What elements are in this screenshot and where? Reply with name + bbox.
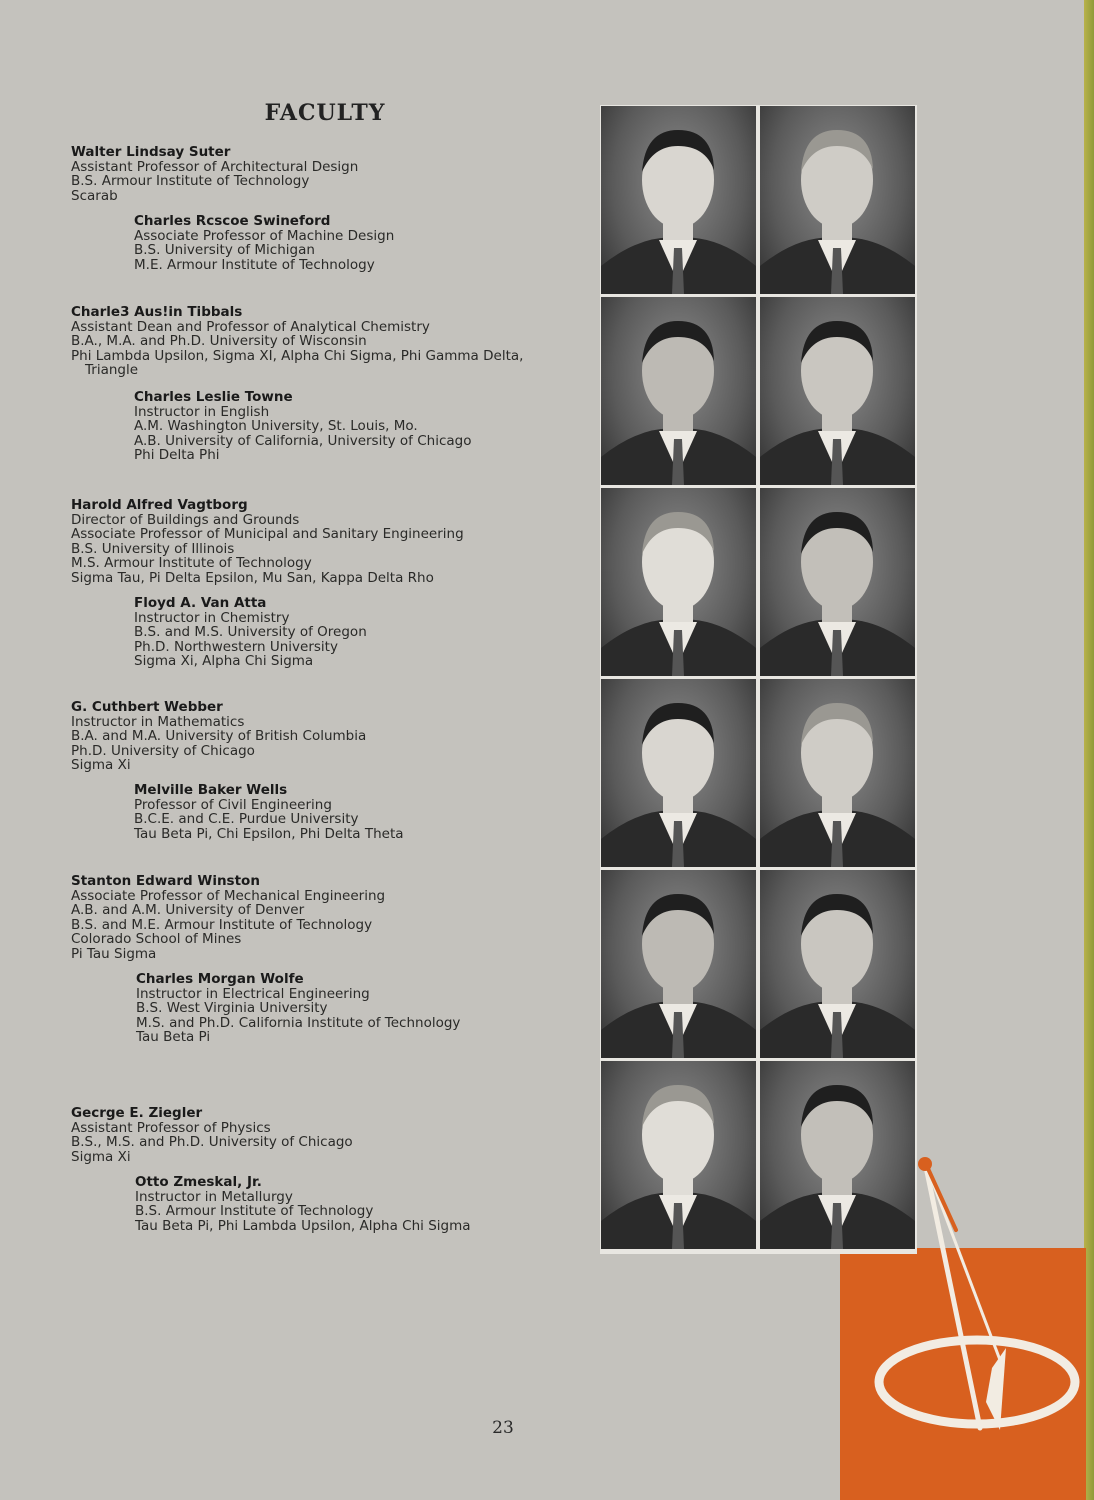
faculty-name: Gecrge E. Ziegler: [71, 1105, 203, 1121]
faculty-portrait: [601, 488, 756, 676]
faculty-detail: Associate Professor of Municipal and Sanitary Engineering: [71, 526, 464, 543]
faculty-name: Walter Lindsay Suter: [71, 144, 231, 160]
faculty-detail: B.S. West Virginia University: [136, 1000, 328, 1017]
faculty-detail: B.S. and M.S. University of Oregon: [134, 624, 367, 641]
faculty-detail: Assistant Professor of Physics: [71, 1119, 271, 1136]
faculty-detail: A.B. University of California, University of Chicago: [134, 432, 472, 449]
faculty-detail: Professor of Civil Engineering: [134, 796, 332, 813]
faculty-entry: [134, 214, 394, 272]
faculty-portrait: [601, 106, 756, 294]
faculty-detail: Instructor in Metallurgy: [135, 1188, 293, 1205]
faculty-detail: Sigma Xi: [71, 1148, 131, 1165]
faculty-detail: B.C.E. and C.E. Purdue University: [134, 811, 359, 828]
faculty-detail: Tau Beta Pi, Chi Epsilon, Phi Delta Theta: [134, 825, 404, 842]
portrait-grid: [600, 105, 917, 1254]
faculty-detail: Phi Lambda Upsilon, Sigma XI, Alpha Chi Sigma, Phi Gamma Delta,: [71, 347, 524, 364]
faculty-detail: Triangle: [85, 362, 139, 379]
faculty-entry: [135, 1175, 471, 1233]
faculty-detail: A.M. Washington University, St. Louis, Mo.: [134, 418, 418, 435]
faculty-detail: Pi Tau Sigma: [71, 945, 157, 962]
faculty-entry: [71, 1106, 353, 1164]
faculty-detail: Sigma Xi: [71, 757, 131, 774]
faculty-detail: B.S. and M.E. Armour Institute of Technology: [71, 916, 373, 933]
faculty-detail: Instructor in English: [134, 403, 270, 420]
faculty-entry: [136, 972, 460, 1045]
faculty-detail: B.A., M.A. and Ph.D. University of Wisconsin: [71, 333, 367, 350]
faculty-portrait: [760, 1061, 915, 1249]
faculty-detail: Ph.D. University of Chicago: [71, 742, 255, 759]
faculty-detail: M.S. and Ph.D. California Institute of Technology: [136, 1014, 461, 1031]
faculty-portrait: [760, 297, 915, 485]
faculty-name: Charles Morgan Wolfe: [136, 971, 304, 987]
faculty-detail: Scarab: [71, 187, 118, 204]
faculty-detail: Phi Delta Phi: [134, 447, 220, 464]
page-title: FACULTY: [264, 100, 386, 126]
faculty-name: Charle3 Aus!in Tibbals: [71, 304, 243, 320]
faculty-detail: Instructor in Mathematics: [71, 713, 245, 730]
faculty-portrait: [601, 297, 756, 485]
faculty-portrait: [760, 679, 915, 867]
faculty-detail: Instructor in Electrical Engineering: [136, 985, 370, 1002]
faculty-detail: Sigma Xi, Alpha Chi Sigma: [134, 653, 314, 670]
faculty-entry: [71, 145, 358, 203]
faculty-name: Melville Baker Wells: [134, 782, 288, 798]
faculty-detail: A.B. and A.M. University of Denver: [71, 902, 305, 919]
faculty-detail: M.E. Armour Institute of Technology: [134, 256, 375, 273]
faculty-entry: [71, 305, 523, 378]
faculty-portrait: [760, 488, 915, 676]
faculty-entry: [134, 596, 367, 669]
faculty-detail: Ph.D. Northwestern University: [134, 638, 338, 655]
faculty-entry: [134, 783, 404, 841]
faculty-entry: [71, 700, 366, 773]
page-number: 23: [492, 1418, 514, 1438]
faculty-portrait: [760, 106, 915, 294]
faculty-name: Charles Rcscoe Swineford: [134, 213, 331, 229]
faculty-detail: Associate Professor of Machine Design: [134, 227, 395, 244]
faculty-entry: [71, 874, 385, 962]
faculty-name: Harold Alfred Vagtborg: [71, 497, 248, 513]
faculty-detail: Assistant Dean and Professor of Analytical Chemistry: [71, 318, 430, 335]
faculty-name: Charles Leslie Towne: [134, 389, 293, 405]
faculty-detail: Instructor in Chemistry: [134, 609, 290, 626]
faculty-detail: B.S. Armour Institute of Technology: [71, 173, 310, 190]
faculty-detail: Sigma Tau, Pi Delta Epsilon, Mu San, Kappa Delta Rho: [71, 569, 434, 586]
faculty-name: Stanton Edward Winston: [71, 873, 260, 889]
faculty-detail: Tau Beta Pi: [136, 1029, 211, 1046]
faculty-detail: Tau Beta Pi, Phi Lambda Upsilon, Alpha Chi Sigma: [135, 1217, 471, 1234]
faculty-detail: Director of Buildings and Grounds: [71, 511, 300, 528]
faculty-detail: Assistant Professor of Architectural Design: [71, 158, 359, 175]
faculty-detail: B.S., M.S. and Ph.D. University of Chicago: [71, 1134, 353, 1151]
faculty-detail: B.A. and M.A. University of British Columbia: [71, 728, 367, 745]
faculty-portrait: [601, 1061, 756, 1249]
faculty-portrait: [601, 679, 756, 867]
faculty-name: Floyd A. Van Atta: [134, 595, 267, 611]
faculty-detail: Colorado School of Mines: [71, 931, 242, 948]
faculty-entry: [134, 390, 471, 463]
faculty-detail: B.S. University of Illinois: [71, 540, 235, 557]
faculty-detail: M.S. Armour Institute of Technology: [71, 555, 312, 572]
faculty-entry: [71, 498, 464, 586]
faculty-name: Otto Zmeskal, Jr.: [135, 1174, 262, 1190]
faculty-name: G. Cuthbert Webber: [71, 699, 223, 715]
faculty-detail: Associate Professor of Mechanical Engineering: [71, 887, 386, 904]
faculty-portrait: [601, 870, 756, 1058]
faculty-portrait: [760, 870, 915, 1058]
faculty-detail: B.S. University of Michigan: [134, 242, 315, 259]
faculty-detail: B.S. Armour Institute of Technology: [135, 1203, 374, 1220]
